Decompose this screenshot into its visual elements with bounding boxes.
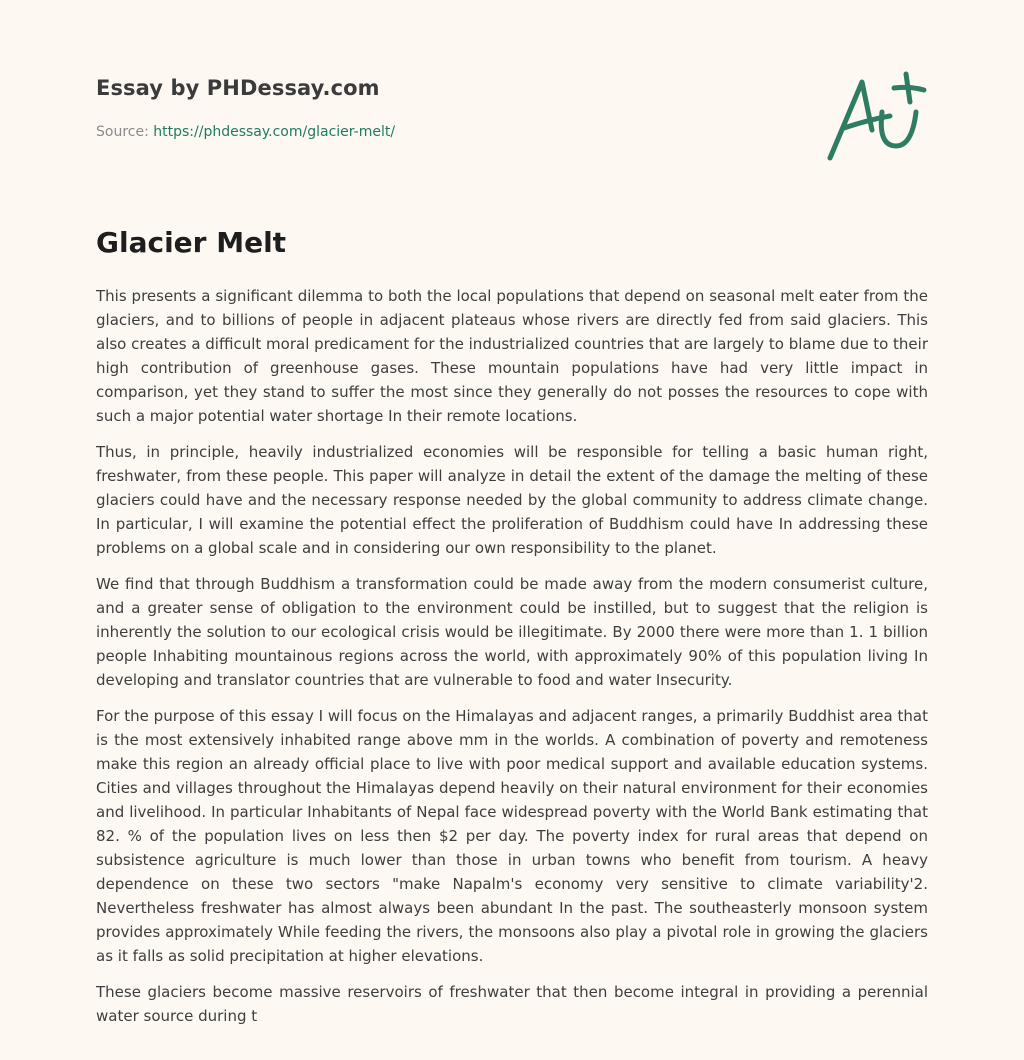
essay-paragraph: Thus, in principle, heavily industrialized economies will be responsible for telling a basic human right, freshwater, from these people. This paper will analyze in detail the extent of the damage the melting of these glaciers could have and the necessary response needed by the global community to address climate change. In particular, I will examine the potential effect the proliferation of Buddhism could have In addressing these problems on a global scale and in considering our own responsibility to the planet.: [96, 443, 928, 557]
essay-paragraph: These glaciers become massive reservoirs of freshwater that then become integral in providing a perennial water source during t: [96, 983, 928, 1025]
essay-paragraph: This presents a significant dilemma to both the local populations that depend on seasonal melt eater from the glaciers, and to billions of people in adjacent plateaus whose rivers are directly fed from said glaciers. This also creates a difficult moral predicament for the industrialized countries that are largely to blame due to their high contribution of greenhouse gases. These mountain populations have had very little impact in comparison, yet they stand to suffer the most since they generally do not posses the resources to cope with such a major potential water shortage In their remote locations.: [96, 287, 928, 425]
site-brand-title: Essay by PHDessay.com: [96, 76, 380, 100]
source-line: [96, 124, 395, 140]
essay-title: Glacier Melt: [96, 226, 287, 259]
essay-paragraph: We find that through Buddhism a transformation could be made away from the modern consumerist culture, and a greater sense of obligation to the environment could be instilled, but to suggest that the religion is inherently the solution to our ecological crisis would be illegitimate. By 2000 there were more than 1. 1 billion people Inhabiting mountainous regions across the world, with approximately 90% of this population living In developing and translator countries that are vulnerable to food and water Insecurity.: [96, 575, 928, 689]
source-link[interactable]: https://phdessay.com/glacier-melt/: [153, 124, 396, 140]
a-plus-logo-icon: [820, 68, 932, 164]
essay-body: [96, 284, 928, 1040]
source-label: Source:: [96, 124, 149, 140]
essay-paragraph: For the purpose of this essay I will focus on the Himalayas and adjacent ranges, a primarily Buddhist area that is the most extensively inhabited range above mm in the worlds. A combination of poverty and remoteness make this region an already official place to live with poor medical support and available education systems. Cities and villages throughout the Himalayas depend heavily on their natural environment for their economies and livelihood. In particular Inhabitants of Nepal face widespread poverty with the World Bank estimating that 82. % of the population lives on less then $2 per day. The poverty index for rural areas that depend on subsistence agriculture is much lower than those in urban towns who benefit from tourism. A heavy dependence on these two sectors "make Napalm's economy very sensitive to climate variability'2. Nevertheless freshwater has almost always been abundant In the past. The southeasterly monsoon system provides approximately While feeding the rivers, the monsoons also play a pivotal role in growing the glaciers as it falls as solid precipitation at higher elevations.: [96, 707, 928, 965]
